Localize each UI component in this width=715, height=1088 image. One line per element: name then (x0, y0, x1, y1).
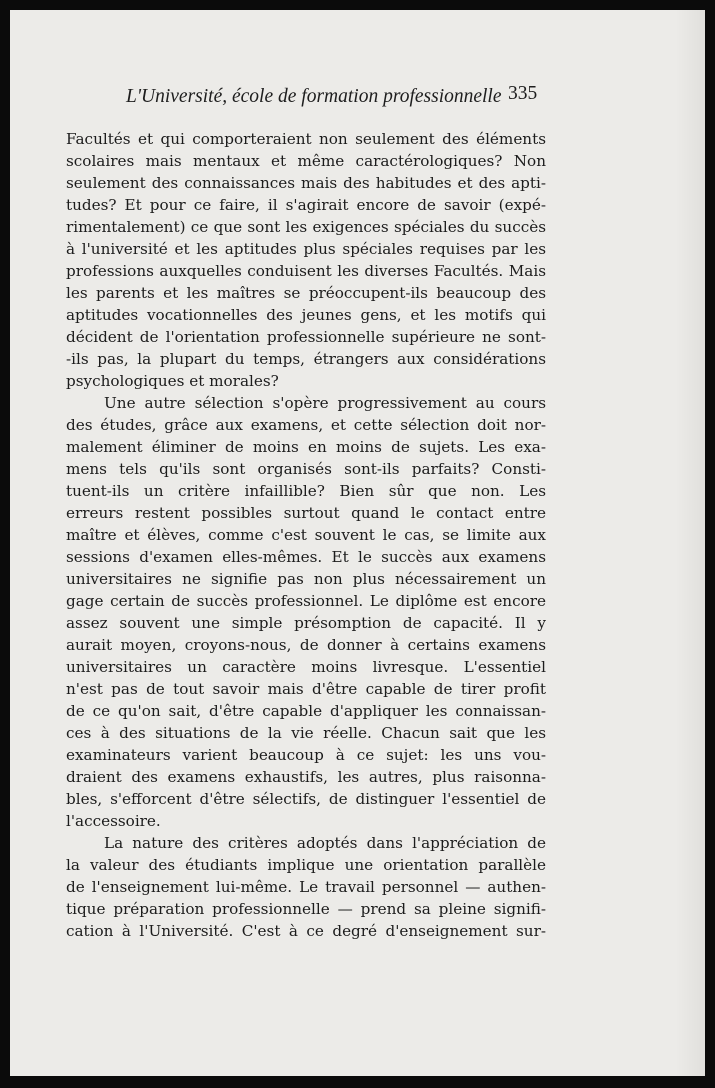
text-line: psychologiques et morales? (66, 372, 279, 390)
text-line: de l'enseignement lui-même. Le travail personnel — authen- (66, 878, 546, 896)
text-line: seulement des connaissances mais des habitudes et des apti- (66, 174, 546, 192)
text-line: professions auxquelles conduisent les diverses Facultés. Mais (66, 262, 546, 280)
text-line: aptitudes vocationnelles des jeunes gens, et les motifs qui (66, 306, 546, 324)
text-line: draient des examens exhaustifs, les autres, plus raisonna- (66, 768, 546, 786)
text-line: les parents et les maîtres se préoccupent-ils beaucoup des (66, 284, 546, 302)
text-line: erreurs restent possibles surtout quand le contact entre (66, 504, 546, 522)
text-line: examinateurs varient beaucoup à ce sujet: les uns vou- (66, 746, 546, 764)
text-line: aurait moyen, croyons-nous, de donner à certains examens (66, 636, 546, 654)
text-line: ces à des situations de la vie réelle. Chacun sait que les (66, 724, 546, 742)
text-line: universitaires ne signifie pas non plus nécessairement un (66, 570, 546, 588)
body-text (66, 128, 546, 942)
text-line: tique préparation professionnelle — prend sa pleine signifi- (66, 900, 546, 918)
text-line: l'accessoire. (66, 812, 161, 830)
text-line: tuent-ils un critère infaillible? Bien sûr que non. Les (66, 482, 546, 500)
text-line: -ils pas, la plupart du temps, étrangers aux considérations (66, 350, 546, 368)
text-line: rimentalement) ce que sont les exigences spéciales du succès (66, 218, 546, 236)
text-line: malement éliminer de moins en moins de sujets. Les exa- (66, 438, 546, 456)
text-line: universitaires un caractère moins livresque. L'essentiel (66, 658, 546, 676)
text-line: mens tels qu'ils sont organisés sont-ils parfaits? Consti- (66, 460, 546, 478)
text-line: à l'université et les aptitudes plus spéciales requises par les (66, 240, 546, 258)
running-title: L'Université, école de formation professionnelle (126, 86, 502, 107)
text-line: la valeur des étudiants implique une orientation parallèle (66, 856, 546, 874)
text-line: gage certain de succès professionnel. Le diplôme est encore (66, 592, 546, 610)
page-number: 335 (508, 83, 538, 104)
text-line: de ce qu'on sait, d'être capable d'appliquer les connaissan- (66, 702, 546, 720)
page-edge-shade (675, 10, 705, 1076)
text-line: n'est pas de tout savoir mais d'être capable de tirer profit (66, 680, 546, 698)
text-line: La nature des critères adoptés dans l'appréciation de (104, 834, 546, 852)
text-line: maître et élèves, comme c'est souvent le cas, se limite aux (66, 526, 546, 544)
text-line: Une autre sélection s'opère progressivement au cours (104, 394, 546, 412)
text-line: Facultés et qui comporteraient non seulement des éléments (66, 130, 546, 148)
page-header (10, 83, 705, 116)
text-line: décident de l'orientation professionnelle supérieure ne sont- (66, 328, 546, 346)
text-line: assez souvent une simple présomption de capacité. Il y (66, 614, 546, 632)
text-line: cation à l'Université. C'est à ce degré d'enseignement sur- (66, 922, 546, 940)
text-line: scolaires mais mentaux et même caractérologiques? Non (66, 152, 546, 170)
book-page (10, 10, 705, 1076)
text-line: des études, grâce aux examens, et cette sélection doit nor- (66, 416, 546, 434)
text-line: sessions d'examen elles-mêmes. Et le succès aux examens (66, 548, 546, 566)
text-line: bles, s'efforcent d'être sélectifs, de distinguer l'essentiel de (66, 790, 546, 808)
text-line: tudes? Et pour ce faire, il s'agirait encore de savoir (expé- (66, 196, 546, 214)
